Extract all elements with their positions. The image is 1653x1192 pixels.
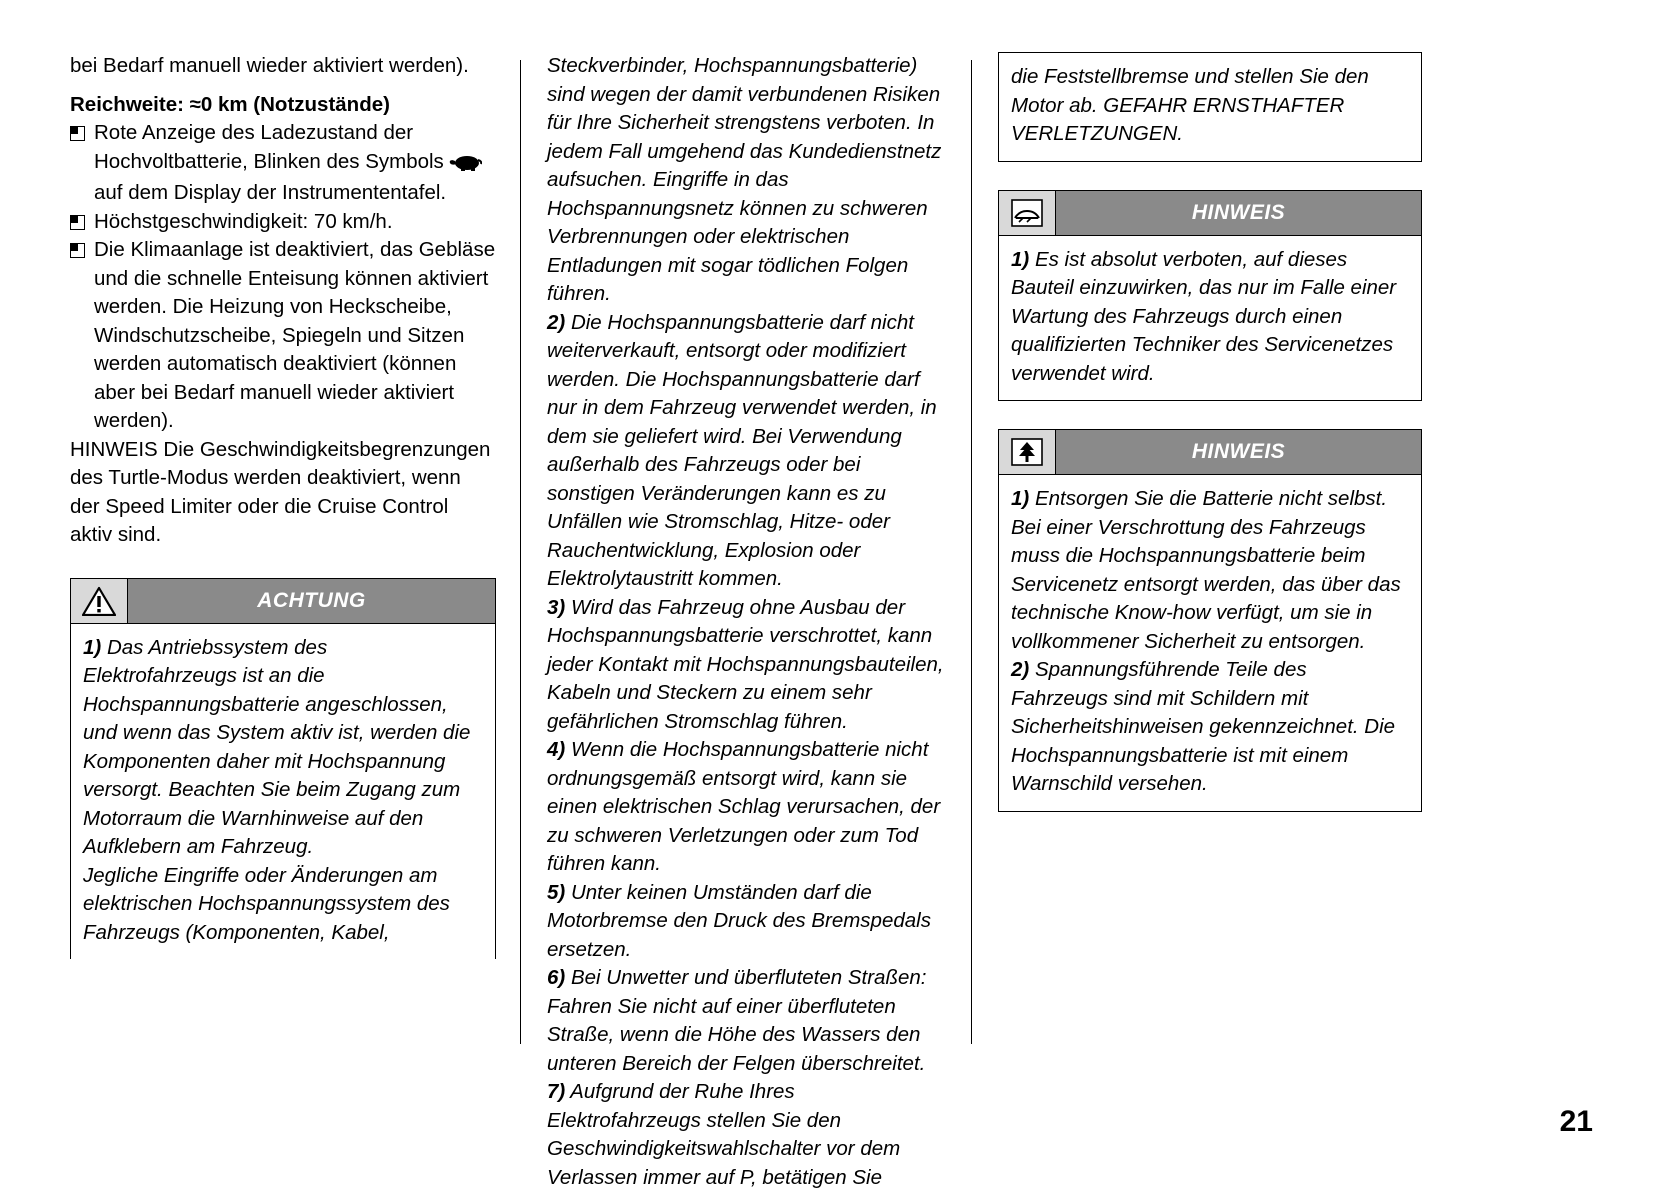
achtung-item-2: Jegliche Eingriffe oder Änderungen am elektrischen Hochspannungssystem des Fahrzeugs (Komponenten, Kabel,	[83, 863, 450, 944]
warning-item-4	[547, 736, 951, 879]
column-right	[972, 52, 1422, 812]
warning-item-2-num: 2)	[547, 310, 566, 334]
hinweis-1-item-1-num: 1)	[1011, 247, 1030, 271]
bullet-item-3-text: Die Klimaanlage ist deaktiviert, das Gebläse und die schnelle Enteisung können aktiviert werden. Die Heizung von Heckscheibe, Windschutzscheibe, Spiegeln und Sitzen werden automatisch deaktiviert (können aber bei Bedarf manuell wieder aktiviert werden).	[94, 238, 496, 432]
warning-item-3-text: Wird das Fahrzeug ohne Ausbau der Hochspannungsbatterie verschrottet, kann jeder Kontakt mit Hochspannungsbauteilen, Kabeln und Steckern zu einem sehr gefährlichen Stromschlag führen.	[547, 595, 944, 733]
note-paragraph: HINWEIS Die Geschwindigkeitsbegrenzungen des Turtle-Modus werden deaktiviert, wenn der Speed Limiter oder die Cruise Control aktiv sind.	[70, 437, 491, 546]
hinweis-1-title: HINWEIS	[1191, 200, 1286, 224]
warning-continued-box	[998, 52, 1422, 162]
warning-triangle-icon	[71, 579, 128, 623]
hinweis-1-item-1	[1011, 246, 1409, 389]
bullet-item-3	[70, 236, 496, 436]
column-middle	[521, 52, 971, 1192]
continued-paragraph: bei Bedarf manuell wieder aktiviert werden).	[70, 54, 469, 77]
hinweis-2-title: HINWEIS	[1191, 440, 1286, 463]
car-jack-icon	[999, 191, 1056, 235]
achtung-item-1	[83, 634, 483, 862]
column-left	[70, 52, 520, 959]
environment-tree-icon	[999, 430, 1056, 474]
achtung-item-1-text: Das Antriebssystem des Elektrofahrzeugs ist an die Hochspannungsbatterie angeschlossen, und wenn das System aktiv ist, werden die Komponenten daher mit Hochspannung versorgt. Beachten Sie beim Zugang zum Motorraum die Warnhinweise auf den Aufklebern am Fahrzeug.	[83, 635, 471, 858]
warning-item-4-num: 4)	[547, 738, 566, 761]
bullet-item-1-text: Rote Anzeige des Ladezustand der Hochvoltbatterie, Blinken des Symbolsauf dem Display der Instrumententafel.	[94, 119, 496, 208]
warning-item-6-text: Bei Unwetter und überfluteten Straßen: Fahren Sie nicht auf einer überfluteten Straße, wenn die Höhe des Wassers den unteren Bereich der Felgen überschreitet.	[547, 966, 927, 1075]
warning-item-2-text: Die Hochspannungsbatterie darf nicht weiterverkauft, entsorgt oder modifiziert werden. Die Hochspannungsbatterie darf nur in dem Fahrzeug verwendet werden, in dem sie geliefert wird. Bei Verwendung außerhalb des Fahrzeugs oder bei sonstigen Veränderungen kann es zu Unfällen wie Stromschlag, Hitze- oder Rauchentwicklung, Explosion oder Elektrolytaustritt kommen.	[547, 310, 937, 590]
achtung-body	[70, 624, 496, 960]
square-bullet-icon	[70, 243, 85, 258]
achtung-title: ACHTUNG	[257, 588, 366, 612]
achtung-item-1-num: 1)	[83, 635, 102, 659]
bullet-item-2-text: Höchstgeschwindigkeit: 70 km/h.	[94, 209, 393, 233]
hinweis-2-item-2-num: 2)	[1011, 658, 1030, 681]
hinweis-2-item-2-text: Spannungsführende Teile des Fahrzeugs sind mit Schildern mit Sicherheitshinweisen gekennzeichnet. Die Hochspannungsbatterie ist mit einem Warnschild versehen.	[1011, 658, 1396, 795]
warning-item-7-num: 7)	[547, 1080, 566, 1103]
warning-item-5-text: Unter keinen Umständen darf die Motorbremse den Druck des Bremspedals ersetzen.	[547, 880, 931, 961]
hinweis-2-item-1	[1011, 485, 1409, 656]
warning-item-2	[547, 309, 951, 594]
bullet-item-2	[70, 208, 496, 237]
turtle-mode-icon	[448, 151, 482, 180]
hinweis-2-item-1-text: Entsorgen Sie die Batterie nicht selbst. Bei einer Verschrottung des Fahrzeugs muss die Hochspannungsbatterie beim Servicenetz entsorgt werden, das über das technische Know-how verfügt, um sie in vollkommener Sicherheit zu entsorgen.	[1011, 487, 1401, 653]
hinweis-block-1	[998, 190, 1422, 402]
hinweis-2-header	[998, 429, 1422, 475]
bullet-item-1	[70, 119, 496, 208]
warning-item-7	[547, 1078, 951, 1192]
section-heading: Reichweite: ≈0 km (Notzustände)	[70, 92, 390, 116]
warning-item-4-text: Wenn die Hochspannungsbatterie nicht ordnungsgemäß entsorgt wird, kann sie einen elektrischen Schlag verursachen, der zu schweren Verletzungen oder zum Tod führen kann.	[547, 738, 941, 875]
hinweis-1-header	[998, 190, 1422, 236]
warning-continued-text: die Feststellbremse und stellen Sie den Motor ab. GEFAHR ERNSTHAFTER VERLETZUNGEN.	[1011, 65, 1369, 145]
warning-item-5	[547, 879, 951, 965]
hinweis-2-item-1-num: 1)	[1011, 487, 1030, 510]
hinweis-2-body	[998, 475, 1422, 812]
hinweis-block-2	[998, 429, 1422, 812]
warning-item-3	[547, 594, 951, 737]
hinweis-1-item-1-text: Es ist absolut verboten, auf dieses Bauteil einzuwirken, das nur im Falle einer Wartung des Fahrzeugs durch einen qualifizierten Techniker des Servicenetzes verwendet wird.	[1011, 247, 1397, 385]
achtung-warning-block	[70, 578, 496, 960]
warning-item-continued: Steckverbinder, Hochspannungsbatterie) sind wegen der damit verbundenen Risiken für Ihre Sicherheit strengstens verboten. In jedem Fall umgehend das Kundedienstnetz aufsuchen. Eingriffe in das Hochspannungsnetz können zu schweren Verbrennungen oder elektrischen Entladungen mit sogar tödlichen Folgen führen.	[547, 54, 942, 305]
page-number: 21	[1559, 1105, 1593, 1138]
warning-item-6	[547, 964, 951, 1078]
achtung-header	[70, 578, 496, 624]
square-bullet-icon	[70, 126, 85, 141]
warning-item-6-num: 6)	[547, 966, 566, 989]
hinweis-1-body	[998, 236, 1422, 402]
hinweis-2-item-2	[1011, 656, 1409, 799]
warning-item-3-num: 3)	[547, 595, 566, 619]
warning-item-7-text: Aufgrund der Ruhe Ihres Elektrofahrzeugs stellen Sie den Geschwindigkeitswahlschalter vor dem Verlassen immer auf P, betätigen Sie	[547, 1080, 901, 1189]
square-bullet-icon	[70, 215, 85, 230]
warning-item-5-num: 5)	[547, 880, 566, 904]
